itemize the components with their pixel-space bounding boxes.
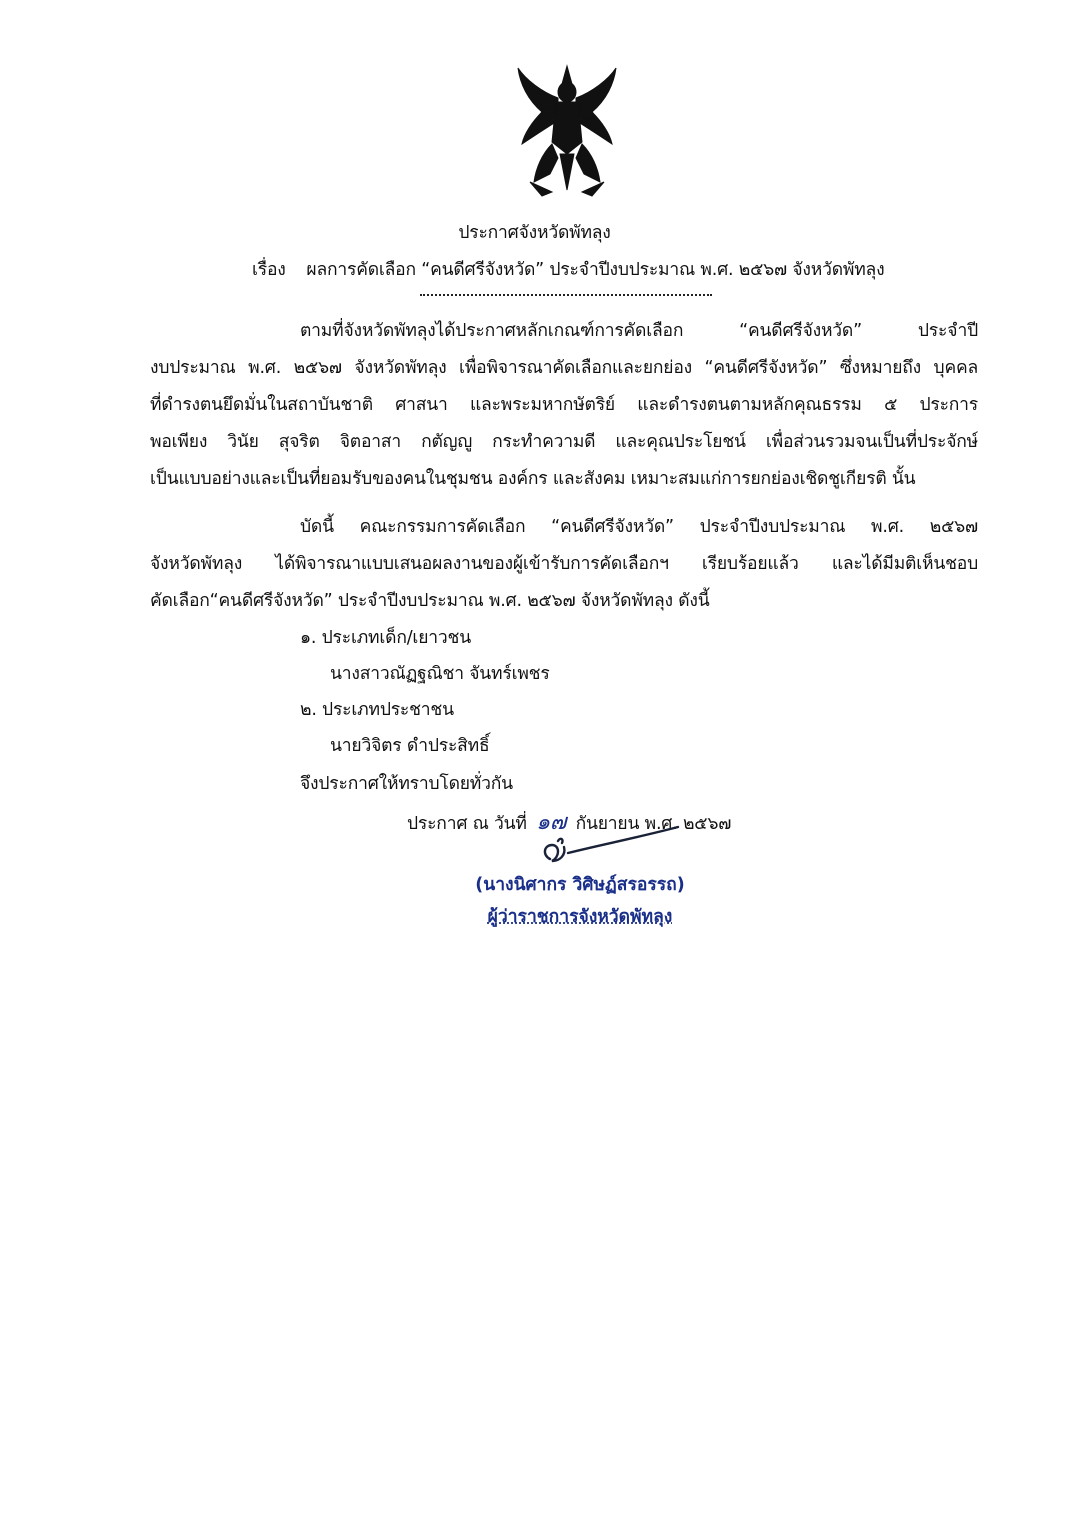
awardee-name: นางสาวณัฏฐณิชา จันทร์เพชร xyxy=(330,664,550,684)
paragraph2-line: บัดนี้ คณะกรรมการคัดเลือก “คนดีศรีจังหวัด” ประจำปีงบประมาณ พ.ศ. ๒๕๖๗ xyxy=(300,517,978,537)
signatory-name: (นางนิศากร วิศิษฏ์สรอรรถ) xyxy=(475,875,685,895)
date-prefix: ประกาศ ณ วันที่ xyxy=(407,814,527,834)
closing-statement: จึงประกาศให้ทราบโดยทั่วกัน xyxy=(300,774,513,794)
paragraph1-line: งบประมาณ พ.ศ. ๒๕๖๗ จังหวัดพัทลุง เพื่อพิจารณาคัดเลือกและยกย่อง “คนดีศรีจังหวัด” ซึ่งหมายถึง บุคคล xyxy=(150,358,978,378)
paragraph2-line: คัดเลือก“คนดีศรีจังหวัด” ประจำปีงบประมาณ พ.ศ. ๒๕๖๗ จังหวัดพัทลุง ดังนี้ xyxy=(150,591,710,611)
paragraph2-line: จังหวัดพัทลุง ได้พิจารณาแบบเสนอผลงานของผู้เข้ารับการคัดเลือกฯ เรียบร้อยแล้ว และได้มีมติเห็นชอบ xyxy=(150,554,978,574)
signature-scribble-icon xyxy=(530,815,690,875)
subject-line xyxy=(252,257,884,283)
award-category: ๒. ประเภทประชาชน xyxy=(300,700,454,720)
paragraph1-line: พอเพียง วินัย สุจริต จิตอาสา กตัญญู กระทำความดี และคุณประโยชน์ เพื่อส่วนรวมจนเป็นที่ประจักษ์ xyxy=(150,432,978,452)
award-category: ๑. ประเภทเด็ก/เยาวชน xyxy=(300,628,471,648)
paragraph1-line: ตามที่จังหวัดพัทลุงได้ประกาศหลักเกณฑ์การคัดเลือก “คนดีศรีจังหวัด” ประจำปี xyxy=(300,321,978,341)
date-day-handwritten: ๑๗ xyxy=(536,810,567,835)
garuda-emblem-icon xyxy=(512,62,622,202)
paragraph1-line: ที่ดำรงตนยึดมั่นในสถาบันชาติ ศาสนา และพระมหากษัตริย์ และดำรงตนตามหลักคุณธรรม ๕ ประการ xyxy=(150,395,978,415)
announcement-title: ประกาศจังหวัดพัทลุง xyxy=(458,223,611,243)
dotted-separator xyxy=(420,294,712,296)
subject-prefix: เรื่อง xyxy=(252,260,286,280)
paragraph1-line: เป็นแบบอย่างและเป็นที่ยอมรับของคนในชุมชน องค์กร และสังคม เหมาะสมแก่การยกย่องเชิดชูเกียรติ นั้น xyxy=(150,469,916,489)
signatory-position: ผู้ว่าราชการจังหวัดพัทลุง xyxy=(487,907,673,927)
date-suffix: กันยายน พ.ศ. ๒๕๖๗ xyxy=(575,814,732,834)
subject-text: ผลการคัดเลือก “คนดีศรีจังหวัด” ประจำปีงบประมาณ พ.ศ. ๒๕๖๗ จังหวัดพัทลุง xyxy=(306,260,885,280)
awardee-name: นายวิจิตร ดำประสิทธิ์ xyxy=(330,736,490,756)
